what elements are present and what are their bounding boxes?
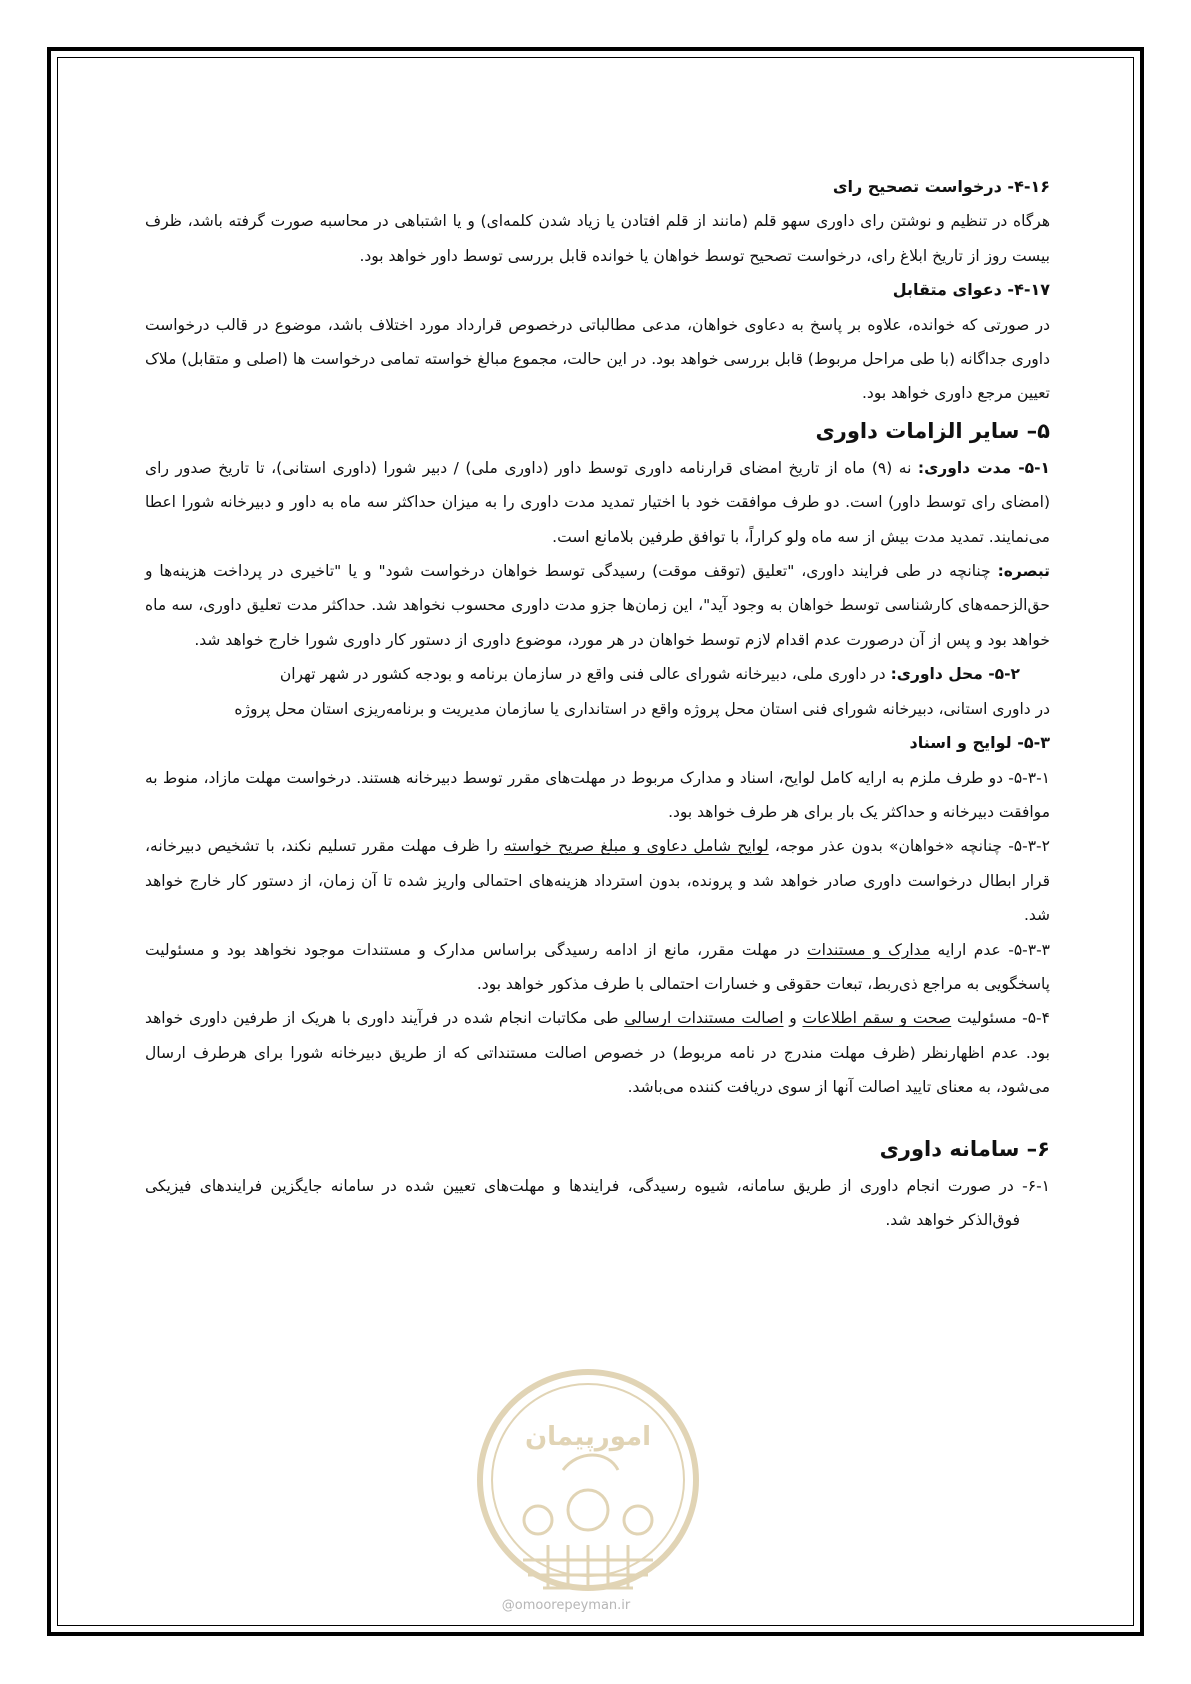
paragraph-4-17: در صورتی که خوانده، علاوه بر پاسخ به دعاوی خواهان، مدعی مطالباتی درخصوص قرارداد مورد اختلاف باشد، موضوع در قالب درخواست داوری جداگانه (با طی مراحل مربوط) قابل بررسی خواهد بود. در این حالت، مجموع مبالغ خواسته تمامی درخواست ها (اصلی و متقابل) ملاک تعیین مرجع داوری خواهد بود. [145,315,1050,403]
paragraph-6-1: ۶-۱- در صورت انجام داوری از طریق سامانه، شیوه رسیدگی، فرایندها و مهلت‌های تعیین شده در سامانه جایگزین فرایندهای فیزیکی فوق‌الذکر خواهد شد. [145,1176,1050,1229]
underlined-accuracy: صحت و سقم اطلاعات [802,1009,952,1028]
document-body [145,170,1050,1237]
heading-4-17: ۴-۱۷- دعوای متقابل [892,280,1050,300]
text-5-4-b: طی مکاتبات انجام شده در فرآیند داوری با هریک از طرفین داوری خواهد بود. عدم اظهارنظر (ظرف مهلت مندرج در نامه مربوط) در خصوص اصالت مستنداتی که از طریق دبیرخانه شورا برای هرطرف ارسال می‌شود، به معنای تایید اصالت آنها از سوی دریافت کننده می‌باشد. [145,1009,1050,1097]
watermark-logo-text: امورپیمان [524,1422,652,1452]
paragraph-5-3-3 [145,933,1050,1002]
paragraph-4-16: هرگاه در تنظیم و نوشتن رای داوری سهو قلم (مانند از قلم افتادن یا زیاد شدن کلمه‌ای) و یا اشتباهی در محاسبه صورت گرفته باشد، ظرف بیست روز از تاریخ ابلاغ رای، درخواست تصحیح توسط خواهان یا خوانده قابل بررسی توسط داور خواهد بود. [145,212,1050,265]
text-5-3-3-b: در مهلت مقرر، مانع از ادامه رسیدگی براساس مدارک و مستندات موجود نخواهد بود و مسئولیت پاسخگویی به مراجع ذی‌ربط، تبعات حقوقی و خسارات احتمالی با طرف مذکور خواهد بود. [145,940,1050,993]
paragraph-5-3-1: ۵-۳-۱- دو طرف ملزم به ارایه کامل لوایح، اسناد و مدارک مربوط در مهلت‌های مقرر توسط دبیرخانه هستند. درخواست مهلت مازاد، منوط به موافقت دبیرخانه و حداکثر یک بار برای هر طرف خواهد بود. [145,768,1050,821]
section-6-title: ۶– سامانه داوری [879,1136,1050,1161]
paragraph-5-4 [145,1001,1050,1104]
heading-5-3: ۵-۳- لوایح و اسناد [909,733,1050,753]
underlined-claims: لوایح شامل دعاوی و مبلغ صریح خواسته [503,837,769,856]
label-note: تبصره: [997,562,1050,581]
watermark-site: @omoorepeyman.ir [501,1598,631,1613]
text-5-4-a: ۵-۴- مسئولیت [951,1009,1050,1028]
label-5-1: ۵-۱- مدت داوری: [917,458,1050,477]
underlined-authenticity: اصالت مستندات ارسالی [624,1009,784,1028]
paragraph-5-1 [145,451,1050,554]
paragraph-5-2-line1 [145,657,1050,691]
text-5-3-2-b: را ظرف مهلت مقرر تسلیم نکند، با تشخیص دبیرخانه، قرار ابطال درخواست داوری صادر خواهد شد و پرونده، بدون استرداد هزینه‌های احتمالی واریز شده تا آن زمان، از دستور کار خارج خواهد شد. [145,837,1050,925]
paragraph-note [145,554,1050,657]
label-5-2: ۵-۲- محل داوری: [890,665,1020,684]
text-note: چنانچه در طی فرایند داوری، "تعلیق (توقف موقت) رسیدگی توسط خواهان درخواست شود" و یا "تاخیری در پرداخت هزینه‌ها و حق‌الزحمه‌های کارشناسی توسط خواهان به وجود آید"، این زمان‌ها جزو مدت داوری محسوب نخواهد شد. حداکثر مدت تعلیق داوری، سه ماه خواهد بود و پس از آن درصورت عدم اقدام لازم توسط خواهان در هر مورد، موضوع داوری از دستور کار داوری شورا خارج خواهد شد. [145,562,1050,649]
section-5-title: ۵– سایر الزامات داوری [815,418,1050,443]
paragraph-5-2-line2: در داوری استانی، دبیرخانه شورای فنی استان محل پروژه واقع در استانداری یا سازمان مدیریت و برنامه‌ریزی استان محل پروژه [234,699,1050,718]
text-5-1: نه (۹) ماه از تاریخ امضای قرارنامه داوری توسط داور (داوری ملی) / دبیر شورا (داوری استانی)، تا تاریخ صدور رای (امضای رای توسط داور) است. دو طرف موافقت خود با اختیار تمدید مدت داوری را به میزان حداکثر سه ماه به داور و دبیرخانه شورا اعطا می‌نمایند. تمدید مدت بیش از سه ماه ولو کراراً، با توافق طرفین بلامانع است. [145,458,1050,546]
paragraph-5-3-2 [145,829,1050,932]
text-5-2: در داوری ملی، دبیرخانه شورای عالی فنی واقع در سازمان برنامه و بودجه کشور در شهر تهران [279,665,891,684]
underlined-documents: مدارک و مستندات [807,940,931,959]
text-5-4-mid: و [783,1009,803,1028]
heading-4-16: ۴-۱۶- درخواست تصحیح رای [832,177,1050,196]
text-5-3-2-a: ۵-۳-۲- چنانچه «خواهان» بدون عذر موجه، [768,837,1050,856]
text-5-3-3-a: ۵-۳-۳- عدم ارایه [930,940,1050,959]
